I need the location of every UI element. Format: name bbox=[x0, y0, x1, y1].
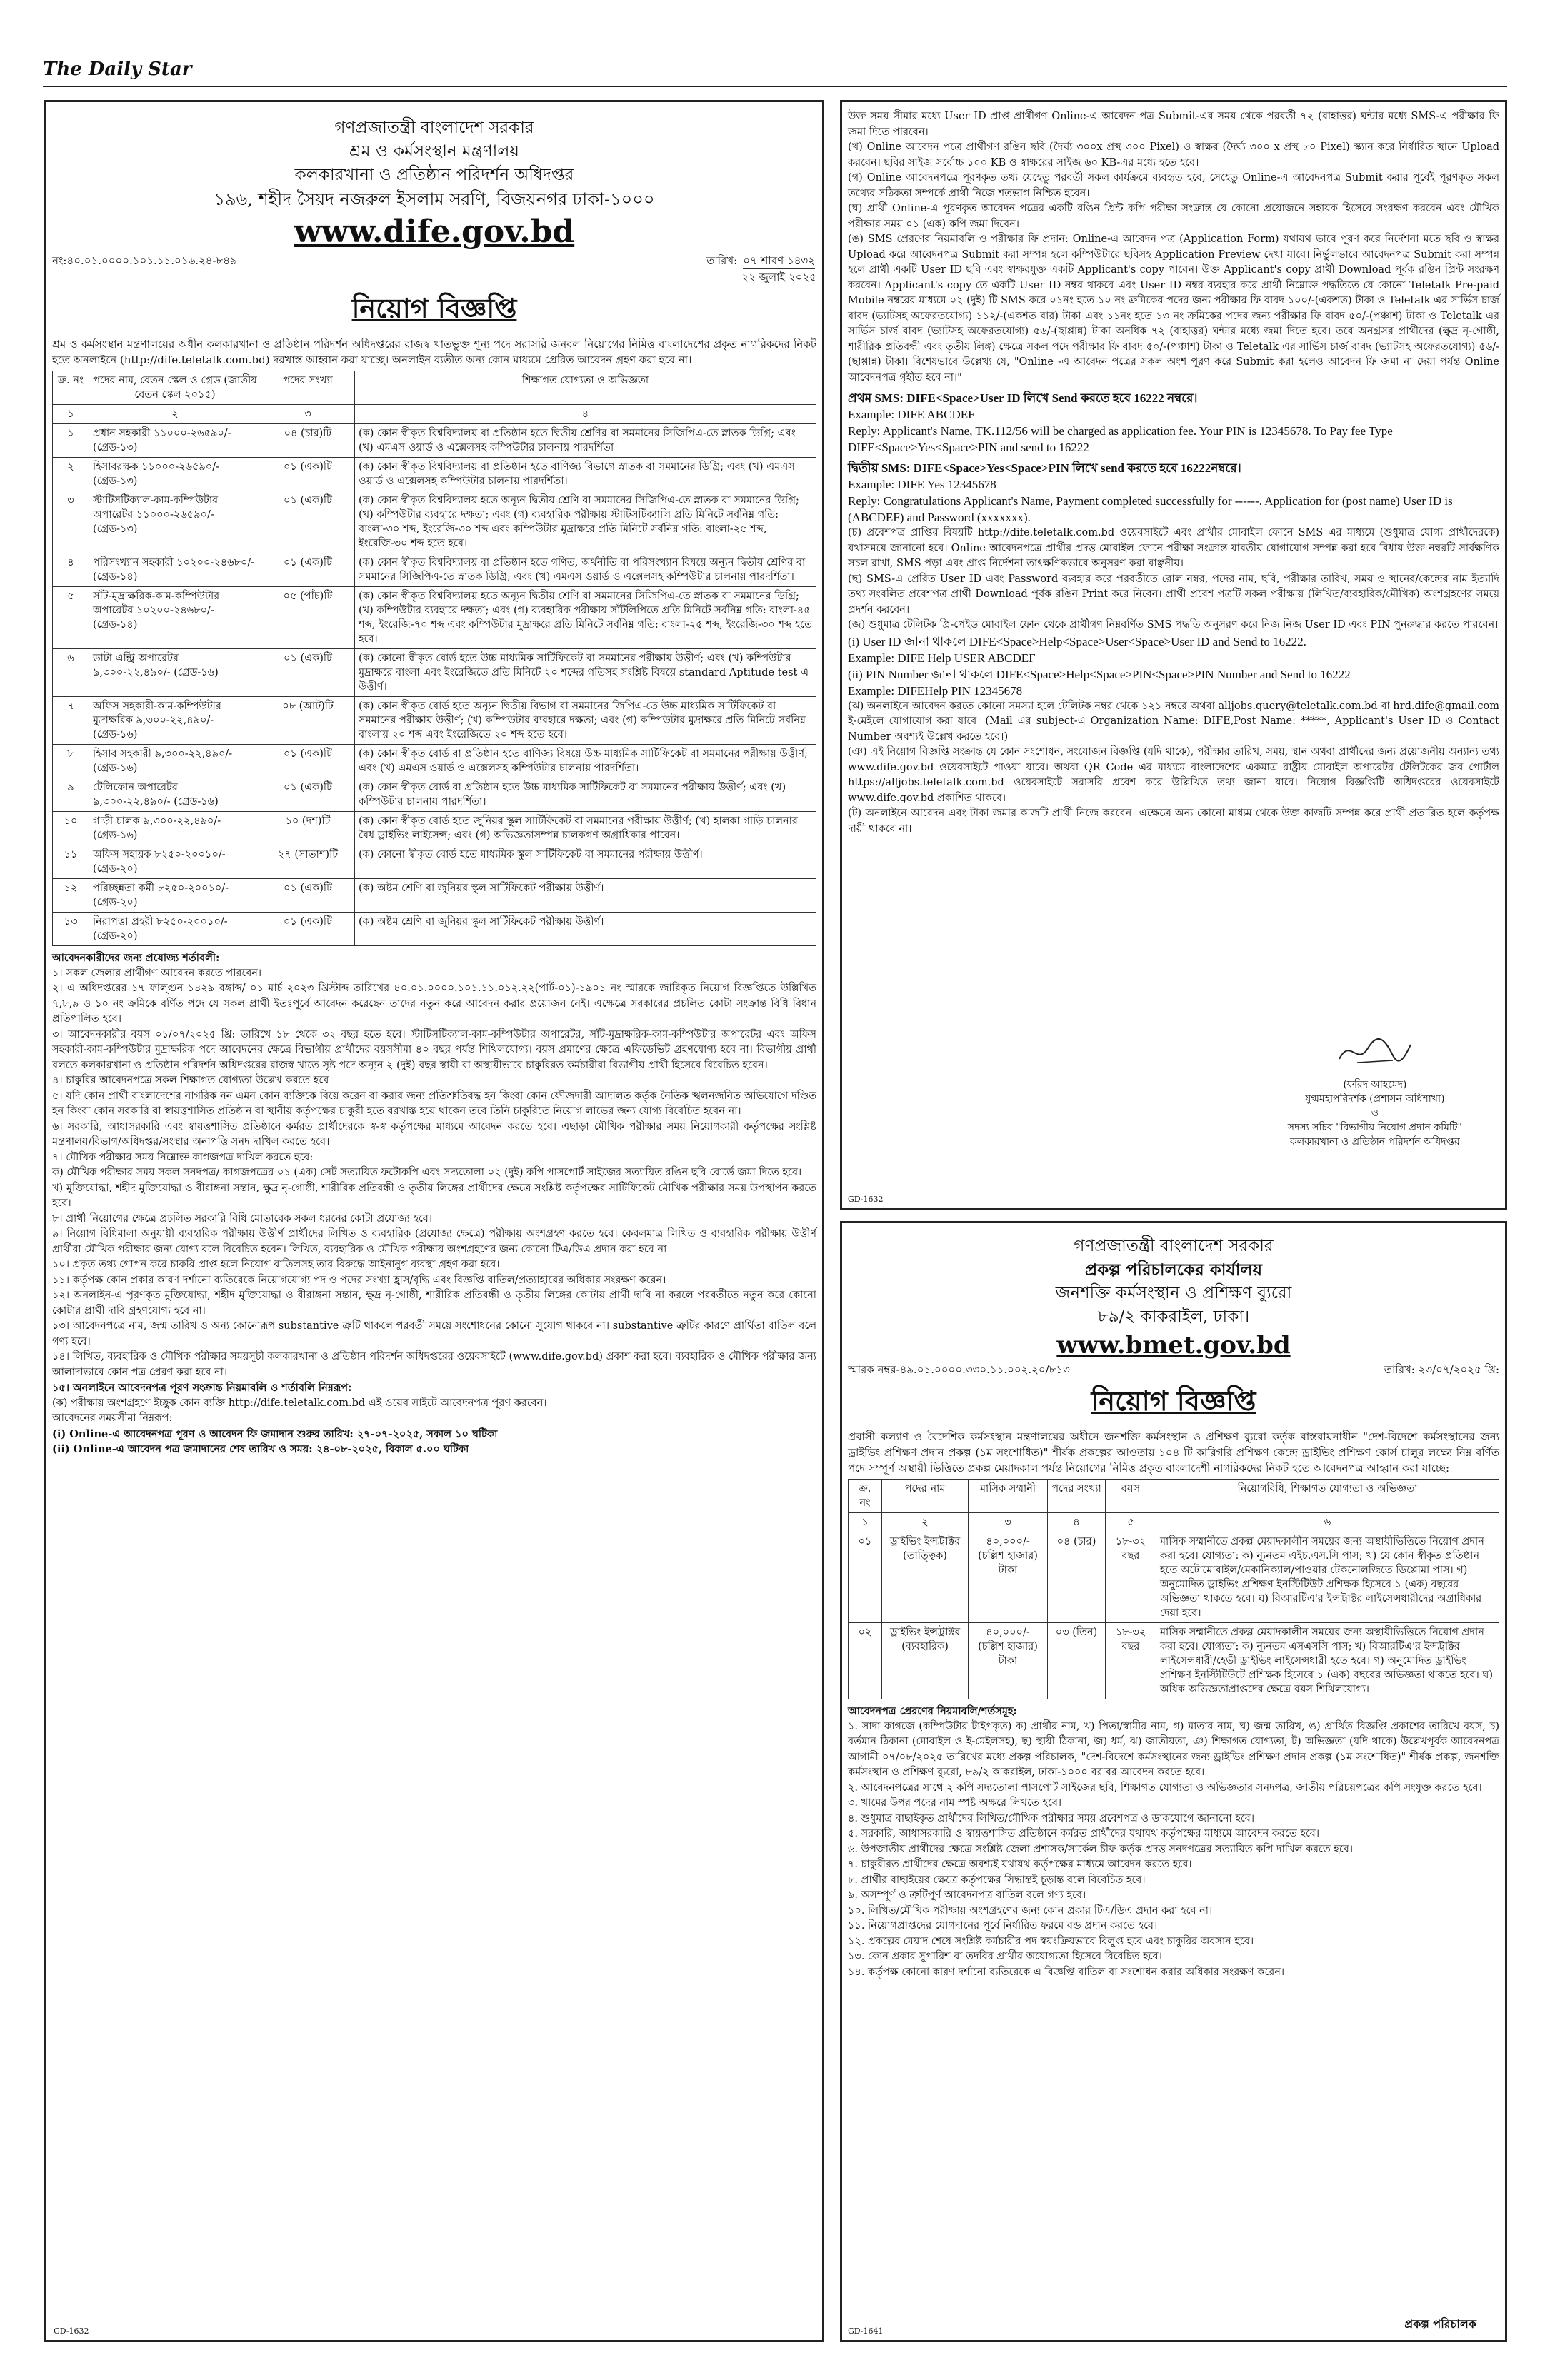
ad2-gd-code: GD-1632 bbox=[848, 1195, 884, 1204]
post-count: ০১ (এক)টি bbox=[261, 879, 355, 913]
post-count: ০১ (এক)টি bbox=[261, 491, 355, 553]
ad1-title: নিয়োগ বিজ্ঞপ্তি bbox=[351, 292, 517, 324]
ad2-body-2 bbox=[842, 526, 1505, 837]
condition-item: (ii) Online-এ আবেদন পত্র জমাদানের শেষ তারিখ ও সময়: ২৪-০৮-২০২৫, বিকাল ৫.০০ ঘটিকা bbox=[52, 1443, 469, 1455]
table-row bbox=[849, 1532, 1499, 1623]
sms-second: দ্বিতীয় SMS: DIFE<Space>Yes<Space>PIN লিখে send করতে হবে 16222নম্বরে। bbox=[848, 461, 1241, 475]
condition-item: ১১. নিয়োগপ্রাপ্তদের যোগদানের পূর্বে নির্ধারিত ফরমে বন্ড প্রদান করতে হবে। bbox=[848, 1920, 1158, 1932]
post-count: ০৪ (চার)টি bbox=[261, 424, 355, 458]
condition-item: ১৫। অনলাইনে আবেদনপত্র পূরণ সংক্রান্ত নিয়মাবলি ও শর্তাবলি নিম্নরূপ: bbox=[52, 1382, 352, 1394]
table-header: বয়স bbox=[1106, 1480, 1156, 1513]
ad2-signature-block bbox=[1288, 1030, 1462, 1149]
table-row bbox=[53, 491, 816, 553]
table-header: পদের সংখ্যা bbox=[1048, 1480, 1106, 1513]
condition-item: ৫. সরকারি, আধাসরকারি ও স্বায়ত্তশাসিত প্রতিষ্ঠানে কর্মরত প্রার্থীদের যথাযথ কর্তৃপক্ষের মাধ্যমে আবেদন করতে হবে। bbox=[848, 1828, 1320, 1839]
ad1-conditions-title: আবেদনকারীদের জন্য প্রযোজ্য শর্তাবলী: bbox=[52, 952, 220, 964]
ad1-posts-table bbox=[52, 371, 816, 946]
ad3-memo-number: স্মারক নম্বর-৪৯.০১.০০০০.৩৩০.১১.০০২.২০/৮১৩ bbox=[848, 1363, 1070, 1376]
condition-item: (ক) পরীক্ষায় অংশগ্রহণে ইচ্ছুক কোন ব্যক্তি http://dife.teletalk.com.bd এই ওয়েব সাইটে আবেদনপত্র পূরণ করবেন। bbox=[52, 1397, 547, 1409]
ad1-ref-row bbox=[46, 253, 822, 285]
post-count: ০১ (এক)টি bbox=[261, 553, 355, 587]
condition-item: ৮। প্রার্থী নিয়োগের ক্ষেত্রে প্রচলিত সরকারি বিধি মোতাবেক সকল ধরনের কোটা প্রযোজ্য হবে। bbox=[52, 1212, 433, 1225]
table-index: ৩ bbox=[969, 1513, 1048, 1532]
ad1-date-english: ২২ জুলাই ২০২৫ bbox=[741, 271, 816, 283]
sms-reply: Reply: Congratulations Applicant's Name, Payment completed successfully for ------. Application for (post name) User ID is (ABCDEF) and Password (xxxxxxx). bbox=[848, 494, 1453, 524]
row-number: ২ bbox=[53, 458, 89, 491]
table-header: ক্র. নং bbox=[849, 1480, 882, 1513]
table-row bbox=[53, 745, 816, 778]
table-index: ৫ bbox=[1106, 1513, 1156, 1532]
table-row bbox=[53, 649, 816, 697]
ad3-posts-table bbox=[848, 1479, 1499, 1699]
post-name: সাঁট-মুদ্রাক্ষরিক-কাম-কম্পিউটার অপারেটর ১০২০০-২৪৬৮০/- (গ্রেড-১৪) bbox=[89, 587, 261, 649]
instruction-paragraph: (ঞ) এই নিয়োগ বিজ্ঞপ্তি সংক্রান্ত যে কোন সংশোধন, সংযোজন বিজ্ঞপ্তি (যদি থাকে), পরীক্ষার তারিখ, সময়, স্থান অথবা প্রার্থীদের জন্য প্রয়োজনীয় অন্যান্য তথ্য www.dife.gov.bd ওয়েবসাইটে পাওয়া যাবে। অথবা QR Code এর মাধ্যমে বাংলাদেশের একমাত্র রাষ্ট্রীয় মোবাইল অপারেটর টেলিটকের জব পোর্টাল https://alljobs.teletalk.com.bd ওয়েবসাইটে সরাসরি প্রবেশ করে উল্লিখিত তথ্য জানা যাবে। নিয়োগ বিজ্ঞপ্তিটি অধিদপ্তরের ওয়েবসাইটে www.dife.gov.bd প্রকাশিত থাকবে। bbox=[848, 746, 1499, 804]
ad1-conditions bbox=[46, 966, 822, 1457]
table-row bbox=[53, 697, 816, 745]
table-row bbox=[53, 587, 816, 649]
condition-item: ৮. প্রার্থীর বাছাইয়ের ক্ষেত্রে কর্তৃপক্ষের সিদ্ধান্তই চূড়ান্ত বলে বিবেচিত হবে। bbox=[848, 1874, 1146, 1886]
row-number: ১০ bbox=[53, 812, 89, 845]
row-number: ৪ bbox=[53, 553, 89, 587]
table-index: ২ bbox=[89, 405, 261, 424]
age-limit: ১৮-৩২ বছর bbox=[1106, 1532, 1156, 1623]
table-row bbox=[53, 553, 816, 587]
signatory-org: কলকারখানা ও প্রতিষ্ঠান পরিদর্শন অধিদপ্তর bbox=[1289, 1136, 1460, 1148]
dife-job-notice bbox=[44, 100, 824, 2342]
row-number: ৯ bbox=[53, 778, 89, 812]
ad1-gd-code: GD-1632 bbox=[54, 2326, 89, 2336]
ad1-date-label: তারিখ: bbox=[706, 254, 738, 267]
newspaper-masthead: The Daily Star bbox=[43, 59, 192, 80]
signatory-title: যুগ্মমহাপরিদর্শক (প্রশাসন অধিশাখা) bbox=[1305, 1093, 1445, 1105]
condition-item: ১১। কর্তৃপক্ষ কোন প্রকার কারণ দর্শানো ব্যতিরেকে নিয়োগযোগ্য পদ ও পদের সংখ্যা হ্রাস/বৃদ্ধি এবং বিজ্ঞপ্তি বাতিল/প্রত্যাহারের অধিকার সংরক্ষণ করেন। bbox=[52, 1274, 666, 1286]
row-number: ১২ bbox=[53, 879, 89, 913]
table-header: পদের সংখ্যা bbox=[261, 371, 355, 405]
instruction-paragraph: Example: DIFE Help USER ABCDEF bbox=[848, 651, 1036, 665]
instruction-paragraph: (গ) Online আবেদনপত্রে পূরণকৃত তথ্য যেহেতু পরবর্তী সকল কার্যক্রমে ব্যবহৃত হবে, সেহেতু Online-এ আবেদনপত্র Submit করার পূর্বেই পূরণকৃত সকল তথ্যের সঠিকতা সম্পর্কে প্রার্থী নিজে শতভাগ নিশ্চিত হবেন। bbox=[848, 172, 1499, 199]
post-count: ০৪ (চার) bbox=[1048, 1532, 1106, 1623]
qualification: (ক) কোন স্বীকৃত বোর্ড বা প্রতিষ্ঠান হতে উচ্চ মাধ্যমিক সার্টিফিকেট বা সমমানের পরীক্ষায় উত্তীর্ণ; এবং (খ) কম্পিউটার চালনায় পারদর্শিতা। bbox=[355, 778, 816, 812]
dife-notice-continuation bbox=[840, 100, 1507, 1210]
age-limit: ১৮-৩২ বছর bbox=[1106, 1623, 1156, 1699]
table-row bbox=[849, 1623, 1499, 1699]
condition-item: ৪. শুধুমাত্র বাছাইকৃত প্রার্থীদের লিখিত/মৌখিক পরীক্ষার সময় প্রবেশপত্র ও ডাকযোগে জানানো হবে। bbox=[848, 1812, 1255, 1824]
table-row bbox=[53, 778, 816, 812]
condition-item: ৪। চাকুরির আবেদনপত্রে সকল শিক্ষাগত যোগ্যতা উল্লেখ করতে হবে। bbox=[52, 1075, 333, 1086]
post-name: হিসাব সহকারী ৯,৩০০-২২,৪৯০/- (গ্রেড-১৬) bbox=[89, 745, 261, 778]
condition-item: ৩. খামের উপর পদের নাম স্পষ্ট অক্ষরে লিখতে হবে। bbox=[848, 1797, 1062, 1809]
qualification: (ক) কোনো স্বীকৃত বোর্ড হতে উচ্চ মাধ্যমিক সার্টিফিকেট বা সমমানের পরীক্ষায় উত্তীর্ণ; এবং (খ) কম্পিউটার মুদ্রাক্ষরে বাংলা এবং ইংরেজিতে প্রতি মিনিটে ২০ শব্দের গতিসহ সংশ্লিষ্ট বিষয়ে standard Aptitude test এ উত্তীর্ণ। bbox=[355, 649, 816, 697]
page-top-rule bbox=[43, 86, 1507, 87]
monthly-pay: ৪০,০০০/- (চল্লিশ হাজার) টাকা bbox=[969, 1623, 1048, 1699]
post-count: ০১ (এক)টি bbox=[261, 778, 355, 812]
condition-item: ১২. প্রকল্পের মেয়াদ শেষে সংশ্লিষ্ট কর্মচারীর পদ স্বয়ংক্রিয়ভাবে বিলুপ্ত হবে এবং চাকুরির অবসান হবে। bbox=[848, 1935, 1254, 1947]
condition-item: ১৪। লিখিত, ব্যবহারিক ও মৌখিক পরীক্ষার সময়সূচী কলকারখানা ও প্রতিষ্ঠান পরিদর্শন অধিদপ্তরের ওয়েবসাইটে (www.dife.gov.bd) প্রকাশ করা হবে। ব্যবহারিক ও মৌখিক পরীক্ষার জন্য আলাদাভাবে কোন পত্র প্রেরণ করা হবে না। bbox=[52, 1351, 816, 1378]
qualification: (ক) কোন স্বীকৃত বোর্ড বা প্রতিষ্ঠান হতে বাণিজ্য বিষয়ে উচ্চ মাধ্যমিক সার্টিফিকেট বা সমমানের পরীক্ষায় উত্তীর্ণ; এবং (খ) এমএস ওয়ার্ড ও এক্সেলসহ কম্পিউটার চালনায় পারদর্শিতা। bbox=[355, 745, 816, 778]
ad1-date-bangla: ০৭ শ্রাবণ ১৪৩২ bbox=[743, 253, 815, 269]
ad2-body bbox=[842, 102, 1505, 386]
table-index: ২ bbox=[882, 1513, 969, 1532]
qualification: (ক) অষ্টম শ্রেণি বা জুনিয়র স্কুল সার্টিফিকেট পরীক্ষায় উত্তীর্ণ। bbox=[355, 879, 816, 913]
condition-item: ৫। যদি কোন প্রার্থী বাংলাদেশের নাগরিক নন এমন কোন ব্যক্তিকে বিয়ে করেন বা করার জন্য প্রতিশ্রুতিবদ্ধ হন কিংবা কোন ফৌজদারী আদালত কর্তৃক নৈতিক স্খলনজনিত অভিযোগে দণ্ডিত হন কিংবা কোন সরকারি বা স্বায়ত্তশাসিত প্রতিষ্ঠান বা স্থানীয় কর্তৃপক্ষের চাকুরী হতে বরখাস্ত হয়ে থাকেন তবে তিনি চাকুরিতে নিয়োগ লাভের জন্য যোগ্য বিবেচিত হবেন না। bbox=[52, 1090, 816, 1117]
qualification: (ক) কোন স্বীকৃত বিশ্ববিদ্যালয় বা প্রতিষ্ঠান হতে দ্বিতীয় শ্রেণির বা সমমানের সিজিপিএ-তে স্নাতক ডিগ্রি; এবং (খ) এমএস ওয়ার্ড ও এক্সেলসহ কম্পিউটার চালনায় পারদর্শিতা। bbox=[355, 424, 816, 458]
post-name: ডাটা এন্ট্রি অপারেটর ৯,৩০০-২২,৪৯০/- (গ্রেড-১৬) bbox=[89, 649, 261, 697]
signatory-title: সদস্য সচিব "বিভাগীয় নিয়োগ প্রদান কমিটি" bbox=[1287, 1122, 1462, 1133]
condition-item: ১২। অনলাইন-এ পূরণকৃত মুক্তিযোদ্ধা, শহীদ মুক্তিযোদ্ধা ও বীরাঙ্গনা সন্তান, ক্ষুদ্র নৃ-গোষ্ঠী, শারীরিক প্রতিবন্ধী ও তৃতীয় লিঙ্গের কোটায় প্রার্থী দাবি না করলে পরবর্তীতে নতুন করে কোনো কোটার প্রার্থী দাবি গ্রহণযোগ্য হবে না। bbox=[52, 1290, 816, 1317]
condition-item: ১. সাদা কাগজে (কম্পিউটার টাইপকৃত) ক) প্রার্থীর নাম, খ) পিতা/স্বামীর নাম, গ) মাতার নাম, ঘ) জন্ম তারিখ, ঙ) প্রার্থিত বিজ্ঞপ্তি প্রকাশের তারিখে বয়স, চ) বর্তমান ঠিকানা (মোবাইল ও ই-মেইলসহ), ছ) স্থায়ী ঠিকানা, জ) ধর্ম, ঝ) জাতীয়তা, ঞ) শিক্ষাগত যোগ্যতা, ট) অভিজ্ঞতা (যদি থাকে) উল্লেখপূর্বক আবেদনপত্র আগামী ০৭/০৮/২০২৫ তারিখের মধ্যে প্রকল্প পরিচালক, "দেশ-বিদেশে কর্মসংস্থানের জন্য ড্রাইভিং প্রশিক্ষণ প্রদান প্রকল্প (১ম সংশোধিত)" শীর্ষক প্রকল্প, জনশক্তি কর্মসংস্থান ও প্রশিক্ষণ ব্যুরো, ৮৯/২ কাকরাইল, ঢাকা-১০০০ বরাবর আবেদন করতে হবে। bbox=[848, 1720, 1499, 1778]
instruction-paragraph: (ঘ) প্রার্থী Online-এ পূরণকৃত আবেদন পত্রের একটি রঙিন প্রিন্ট কপি পরীক্ষা সংক্রান্ত যে কোনো প্রয়োজনে সহায়ক হিসেবে সংরক্ষণ করবেন এবং মৌখিক পরীক্ষার সময় ০১ (এক) কপি জমা দিবেন। bbox=[848, 203, 1499, 230]
post-count: ০১ (এক)টি bbox=[261, 913, 355, 946]
condition-item: ১০. লিখিত/মৌখিক পরীক্ষায় অংশগ্রহণের জন্য কোন প্রকার টিএ/ডিএ প্রদান করা হবে না। bbox=[848, 1904, 1213, 1917]
condition-item: ১০। প্রকৃত তথ্য গোপন করে চাকরি প্রাপ্ত হলে নিয়োগ বাতিলসহ তার বিরুদ্ধে আইনানুগ ব্যবস্থা গ্রহণ করা হবে। bbox=[52, 1259, 500, 1270]
row-number: ০১ bbox=[849, 1532, 882, 1623]
condition-item: ৬. উপজাতীয় প্রার্থীদের ক্ষেত্রে সংশ্লিষ্ট জেলা প্রশাসক/সার্কেল চীফ কর্তৃক প্রদত্ত সনদপত্রের সত্যায়িত কপি দাখিল করতে হবে। bbox=[848, 1843, 1354, 1855]
condition-item: ২। এ অধিদপ্তরের ১৭ ফাল্গুন ১৪২৯ বঙ্গাব্দ/ ০১ মার্চ ২০২৩ খ্রিস্টাব্দ তারিখের ৪০.০১.০০০০.১০১.১১.০১২.২২(পার্ট-০১)-১৯০১ নং স্মারকে জারিকৃত নিয়োগ বিজ্ঞপ্তিতে উল্লিখিত ৭,৮,৯ ও ১০ নং ক্রমিকে বর্ণিত পদে যে সকল প্রার্থী ইতঃপূর্বে আবেদন করেছেন তাদের নতুন করে আবেদন করার প্রয়োজন নেই। এক্ষেত্রে সরকারের প্রচলিত কোটা সংক্রান্ত বিধি বিধান প্রতিপালিত হবে। bbox=[52, 983, 816, 1025]
post-name: ড্রাইভিং ইন্সট্রাক্টর (তাত্ত্বিক) bbox=[882, 1532, 969, 1623]
instruction-paragraph: (খ) Online আবেদন পত্রে প্রার্থীগণ রঙিন ছবি (দৈর্ঘ্য ৩০০x প্রস্থ ৩০০ Pixel) ও স্বাক্ষর (দৈর্ঘ্য ৩০০ x প্রস্থ ৮০ Pixel) স্ক্যান করে নির্ধারিত স্থানে Upload করবেন। ছবির সাইজ সর্বোচ্চ ১০০ KB ও স্বাক্ষরের সাইজ ৬০ KB-এর মধ্যে হতে হবে। bbox=[848, 141, 1499, 169]
ad3-header-line: প্রকল্প পরিচালকের কার্যালয় bbox=[1084, 1260, 1263, 1280]
instruction-paragraph: (চ) প্রবেশপত্র প্রাপ্তির বিষয়টি http://dife.teletalk.com.bd ওয়েবসাইটে এবং প্রার্থীর মোবাইল ফোনে SMS এর মাধ্যমে (শুধুমাত্র যোগ্য প্রার্থীদেরকে) যথাসময়ে জানানো হবে। Online আবেদনপত্রে প্রার্থীর প্রদত্ত মোবাইল ফোনে পরীক্ষা সংক্রান্ত যাবতীয় যোগাযোগ সম্পন্ন করা হবে বিধায় উক্ত নম্বরটি সার্বক্ষণিক সচল রাখা, SMS পড়া এবং প্রাপ্ত নির্দেশনা তাৎক্ষণিকভাবে অনুসরণ করা বাঞ্ছনীয়। bbox=[848, 527, 1499, 569]
instruction-paragraph: (ঝ) অনলাইনে আবেদন করতে কোনো সমস্যা হলে টেলিটক নম্বর থেকে ১২১ নম্বরে অথবা alljobs.query@teletalk.com.bd বা hrd.dife@gmail.com ই-মেইলে যোগাযোগ করা যাবে। (Mail এর subject-এ Organization Name: DIFE,Post Name: *****, Applicant's User ID ও Contact Number অবশ্যই উল্লেখ করতে হবে।) bbox=[848, 700, 1499, 743]
ad3-signatory: প্রকল্প পরিচালক bbox=[1404, 2317, 1476, 2331]
instruction-paragraph: (ট) অনলাইনে আবেদন এবং টাকা জমার কাজটি প্রার্থী নিজে করবেন। এক্ষেত্রে অন্য কোনো মাধ্যম থেকে উক্ত কাজটি সম্পন্ন করে প্রার্থী প্রতারিত হলে কর্তৃপক্ষ দায়ী থাকবে না। bbox=[848, 808, 1499, 835]
ad1-header-line: কলকারখানা ও প্রতিষ্ঠান পরিদর্শন অধিদপ্তর bbox=[294, 166, 574, 184]
instruction-paragraph: (জ) শুধুমাত্র টেলিটক প্রি-পেইড মোবাইল ফোন থেকে প্রার্থীগণ নিম্নবর্ণিত SMS পদ্ধতি অনুসরণ করে নিজ নিজ User ID এবং PIN পুনরুদ্ধার করতে পারবেন। bbox=[848, 619, 1499, 631]
table-header: শিক্ষাগত যোগ্যতা ও অভিজ্ঞতা bbox=[355, 371, 816, 405]
signatory-and: ও bbox=[1371, 1108, 1379, 1119]
condition-item: ৩। আবেদনকারীর বয়স ০১/০৭/২০২৫ খ্রি: তারিখে ১৮ থেকে ৩২ বছর হতে হবে। স্টাটিসটিক্যাল-কাম-কম্পিউটার অপারেটর, সাঁট-মুদ্রাক্ষরিক-কাম-কম্পিউটার অপারেটর এবং অফিস সহকারী-কাম-কম্পিউটার মুদ্রাক্ষরিক পদে আবেদনের ক্ষেত্রে বিভাগীয় প্রার্থীদের বয়সসীমা ৪০ বছর পর্যন্ত শিথিলযোগ্য। বয়স প্রমাণের ক্ষেত্রে এফিডেভিট গ্রহণযোগ্য হবে না। বিভাগীয় প্রার্থী বলতে কলকারখানা ও প্রতিষ্ঠান পরিদর্শন অধিদপ্তরের রাজস্ব খাতে সৃষ্ট পদে অন্যূন ২ (দুই) বছর স্থায়ী বা অস্থায়ীভাবে চাকুরিরত কর্মচারীরা বিভাগীয় প্রার্থী হিসেবে বিবেচিত হবেন। bbox=[52, 1028, 816, 1071]
instruction-paragraph: (i) User ID জানা থাকলে DIFE<Space>Help<Space>User<Space>User ID and Send to 16222. bbox=[848, 634, 1306, 648]
qualification: (ক) কোন স্বীকৃত বিশ্ববিদ্যালয় হতে অন্যূন দ্বিতীয় শ্রেণি বা সমমানের সিজিপিএ-তে স্নাতক বা সমমানের ডিগ্রি; (খ) কম্পিউটার ব্যবহারে দক্ষতা; এবং (গ) ব্যবহারিক পরীক্ষায় স্টাটিসটিক্যালি প্রতি মিনিটে সর্বনিম্ন গতি: বাংলা-৩০ শব্দ, ইংরেজি-৩০ শব্দ এবং কম্পিউটার মুদ্রাক্ষরে প্রতি মিনিটে সর্বনিম্ন গতি: বাংলা-২৫ শব্দ, ইংরেজি-৩০ শব্দ হতে হবে। bbox=[355, 491, 816, 553]
ad3-gd-code: GD-1641 bbox=[848, 2326, 884, 2336]
post-name: গাড়ী চালক ৯,৩০০-২২,৪৯০/- (গ্রেড-১৬) bbox=[89, 812, 261, 845]
qualification: মাসিক সম্মানীতে প্রকল্প মেয়াদকালীন সময়ের জন্য অস্থায়ীভিত্তিতে নিয়োগ প্রদান করা হবে। যোগ্যতা: ক) ন্যূনতম এসএসসি পাস; খ) বিআরটিএ'র ইন্সট্রাক্টর লাইসেন্সধারী/হেভী ড্রাইভিং লাইসেন্সধারী হতে হবে। গ) অনুমোদিত ড্রাইভিং প্রশিক্ষণ ইনস্টিটিউটে প্রশিক্ষক হিসেবে ১ (এক) বছরের অভিজ্ঞতা থাকতে হবে। ঘ) অধিক অভিজ্ঞতাপ্রাপ্তদের ক্ষেত্রে বয়স শিথিলযোগ্য। bbox=[1156, 1623, 1499, 1699]
ad3-header bbox=[842, 1235, 1505, 1362]
signatory-name: (ফরিদ আহমেদ) bbox=[1343, 1079, 1407, 1090]
table-header: নিয়োগবিধি, শিক্ষাগত যোগ্যতা ও অভিজ্ঞতা bbox=[1156, 1480, 1499, 1513]
condition-item: ১। সকল জেলার প্রার্থীগণ আবেদন করতে পারবেন। bbox=[52, 967, 262, 979]
table-index: ১ bbox=[53, 405, 89, 424]
condition-item: আবেদনের সময়সীমা নিম্নরূপ: bbox=[52, 1412, 173, 1424]
condition-item: ১৪. কর্তৃপক্ষ কোনো কারণ দর্শানো ব্যতিরেকে এ বিজ্ঞপ্তি বাতিল বা সংশোধন করার অধিকার সংরক্ষণ করেন। bbox=[848, 1966, 1285, 1978]
instruction-paragraph: (ii) PIN Number জানা থাকলে DIFE<Space>Help<Space>PIN<Space>PIN Number and Send to 16222 bbox=[848, 667, 1351, 681]
table-index: ৬ bbox=[1156, 1513, 1499, 1532]
table-header: মাসিক সম্মানী bbox=[969, 1480, 1048, 1513]
post-count: ০৮ (আট)টি bbox=[261, 697, 355, 745]
table-index: ১ bbox=[849, 1513, 882, 1532]
table-header: পদের নাম, বেতন স্কেল ও গ্রেড (জাতীয় বেতন স্কেল ২০১৫) bbox=[89, 371, 261, 405]
condition-item: (i) Online-এ আবেদনপত্র পূরণ ও আবেদন ফি জমাদান শুরুর তারিখ: ২৭-০৭-২০২৫, সকাল ১০ ঘটিকা bbox=[52, 1427, 498, 1440]
bmet-job-notice bbox=[840, 1221, 1507, 2342]
instruction-paragraph: (ছ) SMS-এ প্রেরিত User ID এবং Password ব্যবহার করে পরবর্তীতে রোল নম্বর, পদের নাম, ছবি, পরীক্ষার তারিখ, সময় ও স্থানের/কেন্দ্রের নাম ইত্যাদি তথ্য সংবলিত প্রবেশপত্র প্রার্থী Download পূর্বক রঙিন Print করে নিবেন। প্রার্থী প্রবেশ পত্রটি সকল পরীক্ষায় (লিখিত/ব্যবহারিক/মৌখিক) অংশগ্রহণের সময়ে প্রদর্শন করবেন। bbox=[848, 573, 1499, 616]
post-name: স্টাটিসটিক্যাল-কাম-কম্পিউটার অপারেটর ১১০০০-২৬৫৯০/- (গ্রেড-১৩) bbox=[89, 491, 261, 553]
instruction-paragraph: উক্ত সময় সীমার মধ্যে User ID প্রাপ্ত প্রার্থীগণ Online-এ আবেদন পত্র Submit-এর সময় থেকে পরবর্তী ৭২ (বাহাত্তর) ঘন্টার মধ্যে SMS-এ পরীক্ষার ফি জমা দিতে পারবেন। bbox=[848, 111, 1499, 138]
condition-item: ১৩. কোন প্রকার সুপারিশ বা তদবির প্রার্থীর অযোগ্যতা হিসেবে বিবেচিত হবে। bbox=[848, 1951, 1162, 1962]
ad3-conditions bbox=[842, 1719, 1505, 1981]
table-row bbox=[53, 879, 816, 913]
qualification: (ক) কোনো স্বীকৃত বোর্ড হতে মাধ্যমিক স্কুল সার্টিফিকেট বা সমমানের পরীক্ষায় উত্তীর্ণ। bbox=[355, 845, 816, 879]
table-row bbox=[53, 424, 816, 458]
ad1-header-line: গণপ্রজাতন্ত্রী বাংলাদেশ সরকার bbox=[334, 119, 534, 137]
post-name: অফিস সহায়ক ৮২৫০-২০০১০/- (গ্রেড-২০) bbox=[89, 845, 261, 879]
ad1-intro: শ্রম ও কর্মসংস্থান মন্ত্রণালয়ের অধীন কলকারখানা ও প্রতিষ্ঠান পরিদর্শন অধিদপ্তরের রাজস্ব খাতভুক্ত শূন্য পদে সরাসরি জনবল নিয়োগের নিমিত্ত বাংলাদেশের প্রকৃত নাগরিকদের নিকট হতে অনলাইনে (http://dife.teletalk.com.bd) দরখাস্ত আহ্বান করা যাচ্ছে। অনলাইন ব্যতীত অন্য কোন মাধ্যমে প্রেরিত আবেদন গ্রহণ করা হবে না। bbox=[52, 338, 816, 366]
table-index: ৪ bbox=[355, 405, 816, 424]
qualification: (ক) কোন স্বীকৃত বিশ্ববিদ্যালয় হতে অন্যূন দ্বিতীয় শ্রেণি বা সমমানের সিজিপিএ-তে স্নাতক বা সমমানের ডিগ্রি; (খ) কম্পিউটার ব্যবহারে দক্ষতা; এবং (গ) ব্যবহারিক পরীক্ষায় সাঁটলিপিতে প্রতি মিনিটে সর্বনিম্ন গতি: বাংলা-৪৫ শব্দ, ইংরেজি-৭০ শব্দ এবং কম্পিউটার মুদ্রাক্ষরে প্রতি মিনিটে সর্বনিম্ন গতি: বাংলা-২৫ শব্দ, ইংরেজি-৩০ শব্দ হতে হবে। bbox=[355, 587, 816, 649]
row-number: ১১ bbox=[53, 845, 89, 879]
condition-item: ১৩। আবেদনপত্রে নাম, জন্ম তারিখ ও অন্য কোনোরূপ substantive ত্রুটি থাকলে পরবর্তী সময়ে সংশোধনের কোনো সুযোগ থাকবে না। substantive ত্রুটির কারণে প্রার্থিতা বাতিল বলে গণ্য হবে। bbox=[52, 1320, 816, 1347]
qualification: (ক) কোন স্বীকৃত বোর্ড হতে জুনিয়র স্কুল সার্টিফিকেট বা সমমানের পরীক্ষায় উত্তীর্ণ; (খ) হালকা গাড়ি চালনার বৈধ ড্রাইভিং লাইসেন্স; এবং (গ) অভিজ্ঞতাসম্পন্ন চালকগণ অগ্রাধিকার পাবেন। bbox=[355, 812, 816, 845]
qualification: মাসিক সম্মানীতে প্রকল্প মেয়াদকালীন সময়ের জন্য অস্থায়ীভিত্তিতে নিয়োগ প্রদান করা হবে। যোগ্যতা: ক) ন্যূনতম এইচ.এস.সি পাস; খ) যে কোন স্বীকৃত প্রতিষ্ঠান হতে অটোমোবাইল/মেকানিক্যাল/পাওয়ার টেকনোলজিতে ডিপ্লোমা পাস। গ) অনুমোদিত ড্রাইভিং প্রশিক্ষণ ইনস্টিটিউট প্রশিক্ষক হিসেবে ১ (এক) বছরের অভিজ্ঞতা থাকতে হবে। ঘ) বিআরটিএ'র ইন্সট্রাক্টর লাইসেন্সধারীদের অগ্রাধিকার দেয়া হবে। bbox=[1156, 1532, 1499, 1623]
ad3-intro: প্রবাসী কল্যাণ ও বৈদেশিক কর্মসংস্থান মন্ত্রণালয়ের অধীনে জনশক্তি কর্মসংস্থান ও প্রশিক্ষণ ব্যুরো কর্তৃক বাস্তবায়নাধীন "দেশ-বিদেশে কর্মসংস্থানের জন্য ড্রাইভিং প্রশিক্ষণ প্রদান প্রকল্প (১ম সংশোধিত)" শীর্ষক প্রকল্পের আওতায় ১০৪ টি কারিগরি প্রশিক্ষণ কেন্দ্রে ড্রাইভিং প্রশিক্ষণ কোর্স চালুর লক্ষ্যে নিম্ন বর্ণিত পদে সম্পূর্ণ অস্থায়ী ভিত্তিতে প্রকল্প মেয়াদকাল পর্যন্ত নিয়োগের নিমিত্ত প্রকৃত বাংলাদেশী নাগরিকদের নিকট হতে আবেদনপত্র আহ্বান করা যাচ্ছে: bbox=[848, 1430, 1499, 1475]
ad3-title: নিয়োগ বিজ্ঞপ্তি bbox=[1091, 1385, 1256, 1417]
table-row bbox=[53, 458, 816, 491]
sms-reply: Reply: Applicant's Name, TK.112/56 will be charged as application fee. Your PIN is 12345678. To Pay fee Type DIFE<Space>Yes<Space>PIN and send to 16222 bbox=[848, 424, 1393, 454]
post-count: ০১ (এক)টি bbox=[261, 745, 355, 778]
condition-item: ক) মৌখিক পরীক্ষার সময় সকল সনদপত্র/ কাগজপত্রের ০১ (এক) সেট সত্যায়িত ফটোকপি এবং সদ্যতোলা ০২ (দুই) কপি পাসপোর্ট সাইজের সত্যায়িত রঙিন ছবি বোর্ডে জমা দিতে হবে। bbox=[52, 1167, 802, 1178]
ad3-ref-row bbox=[842, 1362, 1505, 1377]
post-name: নিরাপত্তা প্রহরী ৮২৫০-২০০১০/- (গ্রেড-২০) bbox=[89, 913, 261, 946]
row-number: ৮ bbox=[53, 745, 89, 778]
qualification: (ক) কোন স্বীকৃত বিশ্ববিদ্যালয় বা প্রতিষ্ঠান হতে গণিত, অর্থনীতি বা পরিসংখ্যান বিষয়ে অন্যূন দ্বিতীয় শ্রেণির বা সমমানের সিজিপিএ-তে স্নাতক ডিগ্রি; এবং (খ) এমএস ওয়ার্ড ও এক্সেলসহ কম্পিউটার চালনায় পারদর্শিতা। bbox=[355, 553, 816, 587]
post-name: অফিস সহকারী-কাম-কম্পিউটার মুদ্রাক্ষরিক ৯,৩০০-২২,৪৯০/- (গ্রেড-১৬) bbox=[89, 697, 261, 745]
instruction-paragraph: Example: DIFEHelp PIN 12345678 bbox=[848, 683, 1023, 698]
post-name: হিসাবরক্ষক ১১০০০-২৬৫৯০/- (গ্রেড-১৩) bbox=[89, 458, 261, 491]
post-name: পরিসংখ্যান সহকারী ১০২০০-২৪৬৮০/- (গ্রেড-১৪) bbox=[89, 553, 261, 587]
post-name: ড্রাইভিং ইন্সট্রাক্টর (ব্যবহারিক) bbox=[882, 1623, 969, 1699]
row-number: ১৩ bbox=[53, 913, 89, 946]
post-count: ০১ (এক)টি bbox=[261, 458, 355, 491]
table-row bbox=[53, 845, 816, 879]
condition-item: ৭. চাকুরীরত প্রার্থীদের ক্ষেত্রে অবশ্যই যথাযথ কর্তৃপক্ষের মাধ্যমে আবেদন করতে হবে। bbox=[848, 1859, 1192, 1870]
signature-mark bbox=[1336, 1030, 1414, 1073]
ad3-header-line: ৮৯/২ কাকরাইল, ঢাকা। bbox=[1097, 1307, 1250, 1326]
ad1-header-line: শ্রম ও কর্মসংস্থান মন্ত্রণালয় bbox=[349, 142, 519, 161]
post-count: ০৩ (তিন) bbox=[1048, 1623, 1106, 1699]
row-number: ৫ bbox=[53, 587, 89, 649]
table-row bbox=[53, 812, 816, 845]
sms-example: Example: DIFE ABCDEF bbox=[848, 408, 975, 421]
post-name: টেলিফোন অপারেটর ৯,৩০০-২২,৪৯০/- (গ্রেড-১৬) bbox=[89, 778, 261, 812]
table-index: ৪ bbox=[1048, 1513, 1106, 1532]
row-number: ৬ bbox=[53, 649, 89, 697]
ad3-date: তারিখ: ২৩/০৭/২০২৫ খ্রি: bbox=[1384, 1363, 1499, 1376]
ad3-header-line: জনশক্তি কর্মসংস্থান ও প্রশিক্ষণ ব্যুরো bbox=[1055, 1284, 1292, 1302]
condition-item: ৯। নিয়োগ বিধিমালা অনুযায়ী ব্যবহারিক পরীক্ষায় উত্তীর্ণ প্রার্থীদের লিখিত ও ব্যবহারিক (প্রযোজ্য ক্ষেত্রে) পরীক্ষায় অংশগ্রহণ করতে হবে। কেবলমাত্র লিখিত ও ব্যবহারিক পরীক্ষায় উত্তীর্ণ প্রার্থীরা মৌখিক পরীক্ষার জন্য যোগ্য বলে বিবেচিত হবেন। লিখিত, ব্যবহারিক ও মৌখিক পরীক্ষায় অংশগ্রহণের জন্য কোনো টিএ/ডিএ প্রদান করা হবে না। bbox=[52, 1228, 816, 1255]
monthly-pay: ৪০,০০০/- (চল্লিশ হাজার) টাকা bbox=[969, 1532, 1048, 1623]
table-row bbox=[53, 913, 816, 946]
post-name: প্রধান সহকারী ১১০০০-২৬৫৯০/- (গ্রেড-১৩) bbox=[89, 424, 261, 458]
ad3-website[interactable]: www.bmet.gov.bd bbox=[1056, 1331, 1291, 1360]
ad1-header-line: ১৯৬, শহীদ সৈয়দ নজরুল ইসলাম সরণি, বিজয়নগর ঢাকা-১০০০ bbox=[214, 189, 655, 209]
instruction-paragraph: (ঙ) SMS প্রেরণের নিয়মাবলি ও পরীক্ষার ফি প্রদান: Online-এ আবেদন পত্র (Application Form) যথাযথ ভাবে পূরণ করে নির্দেশনা মতে ছবি ও স্বাক্ষর Upload করে আবেদনপত্র Submit করা সম্পন্ন হলে কম্পিউটারে ছবিসহ Application Preview দেখা যাবে। নির্ভুলভাবে আবেদনপত্র Submit করা সম্পন্ন হলে প্রার্থী একটি User ID ছবি এবং স্বাক্ষরযুক্ত একটি Applicant's copy পাবেন। উক্ত Applicant's copy প্রার্থী Download পূর্বক রঙিন প্রিন্ট সংরক্ষণ করবেন। Applicant's copy তে একটি User ID নম্বর থাকবে এবং User ID নম্বর ব্যবহার করে প্রার্থী নিম্নোক্ত পদ্ধতিতে যে কোনো Teletalk Pre-paid Mobile নম্বরের মাধ্যমে ০২ (দুই) টি SMS করে ০১নং হতে ১০ নং ক্রমিকের পদের জন্য পরীক্ষার ফি বাবদ ১০০/-(একশত) টাকা ও Teletalk এর সার্ভিস চার্জ বাবদ (ভ্যাটসহ অফেরতযোগ্য) ১১২/-(একশত বার) টাকা এবং ১১নং হতে ১৩ নং ক্রমিকের পদের জন্য পরীক্ষার ফি বাবদ ৫০/-(পঞ্চাশ) টাকা ও Teletalk এর সার্ভিস চার্জ বাবদ (ভ্যাটসহ অফেরতযোগ্য) ৫৬/-(ছাপ্পান্ন) টাকা অনধিক ৭২ (বাহাত্তর) ঘন্টার মধ্যে জমা দিতে হবে। তবে অনগ্রসর প্রার্থীদের (ক্ষুদ্র নৃ-গোষ্ঠী, শারীরিক প্রতিবন্ধী এবং তৃতীয় লিঙ্গ) ক্ষেত্রে সকল পদে পরীক্ষার ফি বাবদ ৫০/-(পঞ্চাশ) টাকা ও Teletalk এর সার্ভিস চার্জ বাবদ (ভ্যাটসহ অফেরতযোগ্য) ৫৬/-(ছাপ্পান্ন) টাকা। বিশেষভাবে উল্লেখ্য যে, "Online -এ আবেদন পত্রের সকল অংশ পূরণ করে Submit করা হলেও আবেদন ফি জমা না দেয়া পর্যন্ত Online আবেদনপত্র গৃহীত হবে না।" bbox=[848, 234, 1500, 383]
condition-item: ৯. অসম্পূর্ণ ও ত্রুটিপূর্ণ আবেদনপত্র বাতিল বলে গণ্য হবে। bbox=[848, 1889, 1086, 1901]
ad1-memo-number: নং:৪০.০১.০০০০.১০১.১১.০১৬.২৪-৮৪৯ bbox=[52, 254, 237, 267]
row-number: ০২ bbox=[849, 1623, 882, 1699]
post-count: ০৫ (পাঁচ)টি bbox=[261, 587, 355, 649]
table-header: পদের নাম bbox=[882, 1480, 969, 1513]
ad1-website[interactable]: www.dife.gov.bd bbox=[294, 214, 575, 250]
post-count: ০১ (এক)টি bbox=[261, 649, 355, 697]
row-number: ৩ bbox=[53, 491, 89, 553]
table-header: ক্র. নং bbox=[53, 371, 89, 405]
qualification: (ক) অষ্টম শ্রেণি বা জুনিয়র স্কুল সার্টিফিকেট পরীক্ষায় উত্তীর্ণ। bbox=[355, 913, 816, 946]
sms-example: Example: DIFE Yes 12345678 bbox=[848, 478, 996, 491]
condition-item: ৬। সরকারি, আধাসরকারি এবং স্বায়ত্তশাসিত প্রতিষ্ঠানে কর্মরত প্রার্থীদেরকে স্ব-স্ব কর্তৃপক্ষের মাধ্যমে আবেদন করতে হবে। এছাড়া মৌখিক পরীক্ষার সময় নিয়োগকারী কর্তৃপক্ষের সংশ্লিষ্ট মন্ত্রণালয়/বিভাগ/অধিদপ্তর/সংস্থার অনাপত্তি সনদ দাখিল করতে হবে। bbox=[52, 1120, 816, 1148]
qualification: (ক) কোন স্বীকৃত বিশ্ববিদ্যালয় বা প্রতিষ্ঠান হতে বাণিজ্য বিভাগে স্নাতক বা সমমানের ডিগ্রি; এবং (খ) এমএস ওয়ার্ড ও এক্সেলসহ কম্পিউটার চালনায় পারদর্শিতা। bbox=[355, 458, 816, 491]
post-count: ২৭ (সাতাশ)টি bbox=[261, 845, 355, 879]
sms-first: প্রথম SMS: DIFE<Space>User ID লিখে Send করতে হবে 16222 নম্বরে। bbox=[848, 391, 1198, 405]
ad1-header bbox=[46, 116, 822, 253]
qualification: (ক) কোন স্বীকৃত বোর্ড হতে অন্যূন দ্বিতীয় বিভাগ বা সমমানের জিপিএ-তে উচ্চ মাধ্যমিক সার্টিফিকেট বা সমমানের পরীক্ষায় উত্তীর্ণ; (খ) কম্পিউটার ব্যবহারে দক্ষতা; এবং (গ) কম্পিউটার মুদ্রাক্ষরে প্রতি মিনিটে সর্বনিম্ন বাংলায় ২০ শব্দ এবং ইংরেজিতে ২০ শব্দ হতে হবে। bbox=[355, 697, 816, 745]
ad3-conditions-title: আবেদনপত্র প্রেরণের নিয়মাবলি/শর্তসমূহ: bbox=[848, 1705, 1017, 1717]
condition-item: খ) মুক্তিযোদ্ধা, শহীদ মুক্তিযোদ্ধা ও বীরাঙ্গনা সন্তান, ক্ষুদ্র নৃ-গোষ্ঠী, শারীরিক প্রতিবন্ধী ও তৃতীয় লিঙ্গের প্রার্থীদের ক্ষেত্রে সংশ্লিষ্ট কর্তৃপক্ষের সার্টিফিকেট মৌখিক পরীক্ষার সময় উপস্থাপন করতে হবে। bbox=[52, 1182, 816, 1209]
row-number: ৭ bbox=[53, 697, 89, 745]
post-name: পরিচ্ছন্নতা কর্মী ৮২৫০-২০০১০/- (গ্রেড-২০) bbox=[89, 879, 261, 913]
row-number: ১ bbox=[53, 424, 89, 458]
post-count: ১০ (দশ)টি bbox=[261, 812, 355, 845]
condition-item: ২. আবেদনপত্রের সাথে ২ কপি সদ্যতোলা পাসপোর্ট সাইজের ছবি, শিক্ষাগত যোগ্যতা ও অভিজ্ঞতার সনদপত্র, জাতীয় পরিচয়পত্রের কপি সংযুক্ত করতে হবে। bbox=[848, 1782, 1482, 1794]
table-index: ৩ bbox=[261, 405, 355, 424]
ad3-header-line: গণপ্রজাতন্ত্রী বাংলাদেশ সরকার bbox=[1074, 1237, 1274, 1255]
condition-item: ৭। মৌখিক পরীক্ষার সময় নিম্নোক্ত কাগজপত্র দাখিল করতে হবে: bbox=[52, 1151, 314, 1163]
